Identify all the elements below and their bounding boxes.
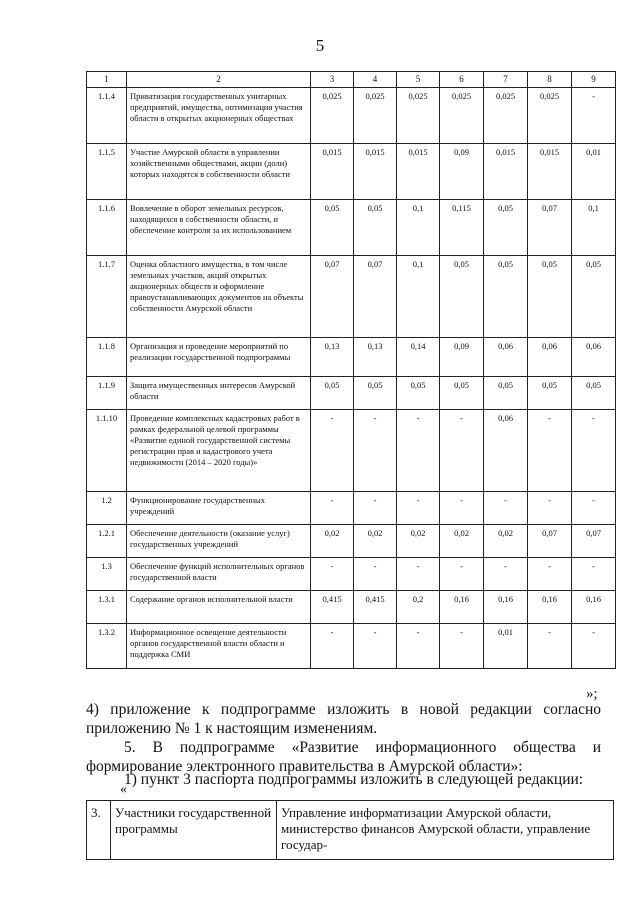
row-number: 1.1.6 <box>87 200 127 256</box>
row-value: 0,2 <box>397 591 440 624</box>
row-value: 0,13 <box>311 338 354 377</box>
row-value: - <box>440 558 484 591</box>
row-value: - <box>528 410 572 492</box>
row-value: 0,09 <box>440 144 484 200</box>
row-value: - <box>484 492 528 525</box>
row-value: 0,16 <box>528 591 572 624</box>
table-row <box>87 525 616 558</box>
row-value: 0,05 <box>440 377 484 410</box>
table-row <box>87 88 616 144</box>
row-value: 0,06 <box>572 338 616 377</box>
row-value: - <box>354 624 397 669</box>
row-value: 0,05 <box>528 256 572 338</box>
row-value: 0,1 <box>397 200 440 256</box>
row-description: Участие Амурской области в управлении хозяйственными обществами, акции (доли) которых находятся в собственности области <box>127 144 311 200</box>
row-value: - <box>572 558 616 591</box>
row-value: 0,025 <box>528 88 572 144</box>
row-number: 1.1.5 <box>87 144 127 200</box>
quote-open: « <box>120 782 127 797</box>
row-value: 0,025 <box>311 88 354 144</box>
row-value: 0,025 <box>484 88 528 144</box>
row-value: 0,01 <box>484 624 528 669</box>
row-description: Содержание органов исполнительной власти <box>127 591 311 624</box>
row-value: 0,015 <box>311 144 354 200</box>
row-value: - <box>572 492 616 525</box>
column-header: 9 <box>572 72 616 88</box>
row-value: 0,05 <box>572 256 616 338</box>
row-value: 0,015 <box>397 144 440 200</box>
table-row <box>87 200 616 256</box>
row-value: - <box>397 624 440 669</box>
row-value: 0,05 <box>484 377 528 410</box>
row-number: 1.3.2 <box>87 624 127 669</box>
row-value: 0,05 <box>397 377 440 410</box>
row-value: - <box>311 410 354 492</box>
row-value: 0,115 <box>440 200 484 256</box>
column-header: 2 <box>127 72 311 88</box>
passport-row <box>87 801 614 860</box>
row-value: - <box>440 410 484 492</box>
row-value: - <box>440 624 484 669</box>
row-description: Защита имущественных интересов Амурской области <box>127 377 311 410</box>
row-value: - <box>397 410 440 492</box>
row-value: - <box>354 410 397 492</box>
row-value: 0,1 <box>397 256 440 338</box>
row-description: Функционирование государственных учреждений <box>127 492 311 525</box>
row-value: - <box>440 492 484 525</box>
row-value: 0,025 <box>354 88 397 144</box>
page-number: 5 <box>315 36 325 55</box>
row-number: 1.2.1 <box>87 525 127 558</box>
column-header: 5 <box>397 72 440 88</box>
row-value: 0,09 <box>440 338 484 377</box>
table-row <box>87 144 616 200</box>
row-value: 0,02 <box>397 525 440 558</box>
passport-table <box>86 800 614 860</box>
row-description: Информационное освещение деятельности органов государственной власти области и поддержка СМИ <box>127 624 311 669</box>
row-value: - <box>311 624 354 669</box>
row-number: 1.1.8 <box>87 338 127 377</box>
row-number: 1.1.7 <box>87 256 127 338</box>
row-value: 0,02 <box>484 525 528 558</box>
row-value: 0,16 <box>440 591 484 624</box>
row-number: 1.1.10 <box>87 410 127 492</box>
row-value: 0,06 <box>528 338 572 377</box>
table-row <box>87 591 616 624</box>
row-value: 0,1 <box>572 200 616 256</box>
row-value: 0,05 <box>572 377 616 410</box>
row-value: 0,14 <box>397 338 440 377</box>
row-value: - <box>311 492 354 525</box>
table-header-row <box>87 72 616 88</box>
row-description: Обеспечение деятельности (оказание услуг) государственных учреждений <box>127 525 311 558</box>
row-value: - <box>397 558 440 591</box>
row-description: Оценка областного имущества, в том числе земельных участков, акций открытых акционерных обществ и оформление правоустанавливающих документов на объекты собственности Амурской области <box>127 256 311 338</box>
table-row <box>87 377 616 410</box>
row-value: 0,05 <box>354 200 397 256</box>
paragraph-4-line-2: приложению № 1 к настоящим изменениям. <box>86 720 378 737</box>
row-value: 0,02 <box>440 525 484 558</box>
row-value: - <box>528 492 572 525</box>
paragraph-4-line-1: 4) приложение к подпрограмме изложить в новой редакции согласно <box>86 701 601 718</box>
row-value: 0,05 <box>484 200 528 256</box>
row-number: 1.2 <box>87 492 127 525</box>
row-value: 0,02 <box>354 525 397 558</box>
column-header: 3 <box>311 72 354 88</box>
table-row <box>87 624 616 669</box>
row-value: 0,07 <box>528 525 572 558</box>
row-value: 0,07 <box>311 256 354 338</box>
row-value: 0,07 <box>572 525 616 558</box>
row-value: 0,05 <box>528 377 572 410</box>
row-description: Приватизация государственных унитарных предприятий, имущества, оптимизация участия области в открытых акционерных обществах <box>127 88 311 144</box>
column-header: 4 <box>354 72 397 88</box>
table-row <box>87 410 616 492</box>
row-value: - <box>311 558 354 591</box>
quote-close: »; <box>586 686 598 702</box>
row-value: - <box>528 558 572 591</box>
table-row <box>87 338 616 377</box>
table-row <box>87 256 616 338</box>
passport-row-value: Управление информатизации Амурской области, министерство финансов Амурской области, управление государ- <box>277 801 614 860</box>
row-value: 0,07 <box>354 256 397 338</box>
row-value: 0,015 <box>484 144 528 200</box>
paragraph-5-line-2: формирование электронного правительства в Амурской области»: <box>86 758 523 775</box>
row-value: - <box>354 492 397 525</box>
row-value: - <box>572 88 616 144</box>
row-description: Обеспечение функций исполнительных органов государственной власти <box>127 558 311 591</box>
row-number: 1.3 <box>87 558 127 591</box>
row-value: - <box>572 410 616 492</box>
passport-row-label: Участники государственной программы <box>111 801 277 860</box>
row-value: 0,05 <box>311 377 354 410</box>
row-value: 0,05 <box>484 256 528 338</box>
row-value: 0,05 <box>354 377 397 410</box>
column-header: 7 <box>484 72 528 88</box>
row-value: 0,025 <box>440 88 484 144</box>
passport-row-number: 3. <box>87 801 111 860</box>
row-value: - <box>354 558 397 591</box>
row-value: 0,06 <box>484 338 528 377</box>
row-value: 0,13 <box>354 338 397 377</box>
row-value: 0,015 <box>354 144 397 200</box>
row-number: 1.1.9 <box>87 377 127 410</box>
table-row <box>87 558 616 591</box>
row-value: 0,015 <box>528 144 572 200</box>
row-value: 0,05 <box>311 200 354 256</box>
column-header: 6 <box>440 72 484 88</box>
row-number: 1.3.1 <box>87 591 127 624</box>
column-header: 1 <box>87 72 127 88</box>
row-value: 0,01 <box>572 144 616 200</box>
row-value: 0,415 <box>354 591 397 624</box>
row-value: 0,16 <box>572 591 616 624</box>
row-number: 1.1.4 <box>87 88 127 144</box>
funding-table <box>86 71 616 669</box>
row-value: - <box>397 492 440 525</box>
row-value: - <box>484 558 528 591</box>
row-value: - <box>528 624 572 669</box>
paragraph-6: 1) пункт 3 паспорта подпрограммы изложить в следующей редакции: <box>124 771 584 788</box>
row-value: 0,02 <box>311 525 354 558</box>
row-value: 0,025 <box>397 88 440 144</box>
row-value: - <box>572 624 616 669</box>
row-description: Вовлечение в оборот земельных ресурсов, находящихся в собственности области, и обеспечение контроля за их использованием <box>127 200 311 256</box>
row-value: 0,06 <box>484 410 528 492</box>
row-value: 0,05 <box>440 256 484 338</box>
row-description: Проведение комплексных кадастровых работ в рамках федеральной целевой программы «Развитие единой государственной системы регистрации прав и кадастрового учета недвижимости (2014 – 2020 годы)» <box>127 410 311 492</box>
row-value: 0,415 <box>311 591 354 624</box>
paragraph-5-line-1: 5. В подпрограмме «Развитие информационного общества и <box>124 739 601 756</box>
row-value: 0,07 <box>528 200 572 256</box>
row-value: 0,16 <box>484 591 528 624</box>
column-header: 8 <box>528 72 572 88</box>
row-description: Организация и проведение мероприятий по реализации государственной подпрограммы <box>127 338 311 377</box>
table-row <box>87 492 616 525</box>
